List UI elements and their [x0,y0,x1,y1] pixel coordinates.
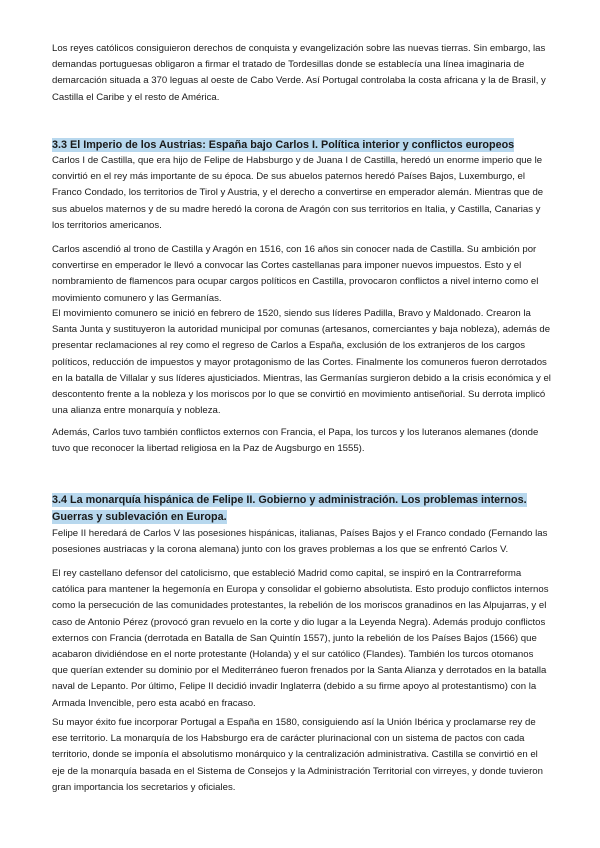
section-3-3-paragraph-1: Carlos I de Castilla, que era hijo de Felipe de Habsburgo y de Juana I de Castilla, heredó un enorme imperio que le convirtió en el rey más importante de su época. De sus abuelos paternos heredó Países Bajos, Luxemburgo, el Franco Condado, los territorios de Tirol y Austria, y el derecho a convertirse en emperador alemán. Mientras que de sus abuelos maternos y de su madre heredó la corona de Aragón con sus territorios en Italia, y Castilla, Canarias y los territorios americanos. [52,155,544,231]
section-3-3-heading-text: 3.3 El Imperio de los Austrias: España bajo Carlos I. Política interior y conflictos europeos [52,139,515,151]
intro-paragraph: Los reyes católicos consiguieron derechos de conquista y evangelización sobre las nuevas tierras. Sin embargo, las demandas portuguesas obligaron a firmar el tratado de Tordesillas donde se establecía una línea imaginaria de demarcación situada a 370 leguas al oeste de Cabo Verde. Así Portugal controlaba la costa africana y la de Brasil, y Castilla el Caribe y el resto de América. [52,43,546,103]
section-3-4-heading-line-1: 3.4 La monarquía hispánica de Felipe II. Gobierno y administración. Los problemas internos. [52,494,527,506]
section-3-3-paragraph-4: Además, Carlos tuvo también conflictos externos con Francia, el Papa, los turcos y los luteranos alemanes (donde tuvo que reconocer la libertad religiosa en la Paz de Augsburgo en 1555). [52,427,539,455]
section-3-4-paragraph-3: Su mayor éxito fue incorporar Portugal a España en 1580, consiguiendo así la Unión Ibérica y proclamarse rey de ese territorio. La monarquía de los Habsburgo era de carácter plurinacional con un sistema de pactos con cada territorio, donde se imponía el absolutismo monárquico y la centralización administrativa. Castilla se convirtió en el eje de la monarquía basada en el Sistema de Consejos y la Administración Territorial con virreyes, y donde tuvieron gran importancia los secretarios y oficiales. [52,717,543,793]
section-3-3-paragraph-3: El movimiento comunero se inició en febrero de 1520, siendo sus líderes Padilla, Bravo y Maldonado. Crearon la Santa Junta y sustituyeron la autoridad municipal por comunas (artesanos, comerciantes y baja nobleza), además de presentar reclamaciones al rey como el regreso de Carlos a España, exclusión de los extranjeros de los cargos políticos, reducción de impuestos y mayor protagonismo de las Cortes. Finalmente los comuneros fueron derrotados en la batalla de Villalar y sus líderes ajusticiados. Mientras, las Germanías surgieron debido a la crisis económica y el descontento frente a la nobleza y los moriscos por lo que se convirtió en movimiento antiseñorial. Su derrota implicó una alianza entre monarquía y nobleza. [52,308,551,417]
section-3-4-heading [52,492,552,525]
section-3-4-paragraph-1: Felipe II heredará de Carlos V las posesiones hispánicas, italianas, Países Bajos y el Franco condado (Fernando las posesiones austriacas y la corona alemana) junto con los graves problemas a los que se enfrentó Carlos V. [52,528,548,556]
section-3-3-heading [52,137,552,154]
section-3-4-heading-line-2: Guerras y sublevación en Europa. [52,510,227,523]
section-3-4-paragraph-2: El rey castellano defensor del catolicismo, que estableció Madrid como capital, se inspiró en la Contrarreforma católica para mantener la hegemonía en Europa y consolidar el gobierno absolutista. Esto produjo conflictos internos como la persecución de las comunidades protestantes, la rebelión de los moriscos granadinos en las Alpujarras, y el caso de Antonio Pérez (provocó gran revuelo en la corte y dio lugar a la Leyenda Negra). Además produjo conflictos externos con Francia (derrotada en Batalla de San Quintín 1557), junto la rebelión de los Países Bajos (1566) que acabaron dividiéndose en el norte protestante (Holanda) y el sur católico (Flandes). También los turcos otomanos que querían extender su dominio por el Mediterráneo fueron frenados por la Santa Alianza y derrotados en la batalla naval de Lepanto. Por último, Felipe II decidió invadir Inglaterra (debido a su firme apoyo al protestantismo) con la Armada Invencible, pero esta acabó en fracaso. [52,568,549,709]
section-3-3-paragraph-2: Carlos ascendió al trono de Castilla y Aragón en 1516, con 16 años sin conocer nada de Castilla. Su ambición por convertirse en emperador le llevó a convocar las Cortes castellanas para imponer nuevos impuestos. Esto y el nombramiento de flamencos para ocupar cargos políticos en Castilla, provocaron conflictos a nivel interno como el movimiento comunero y las Germanías. [52,244,539,304]
